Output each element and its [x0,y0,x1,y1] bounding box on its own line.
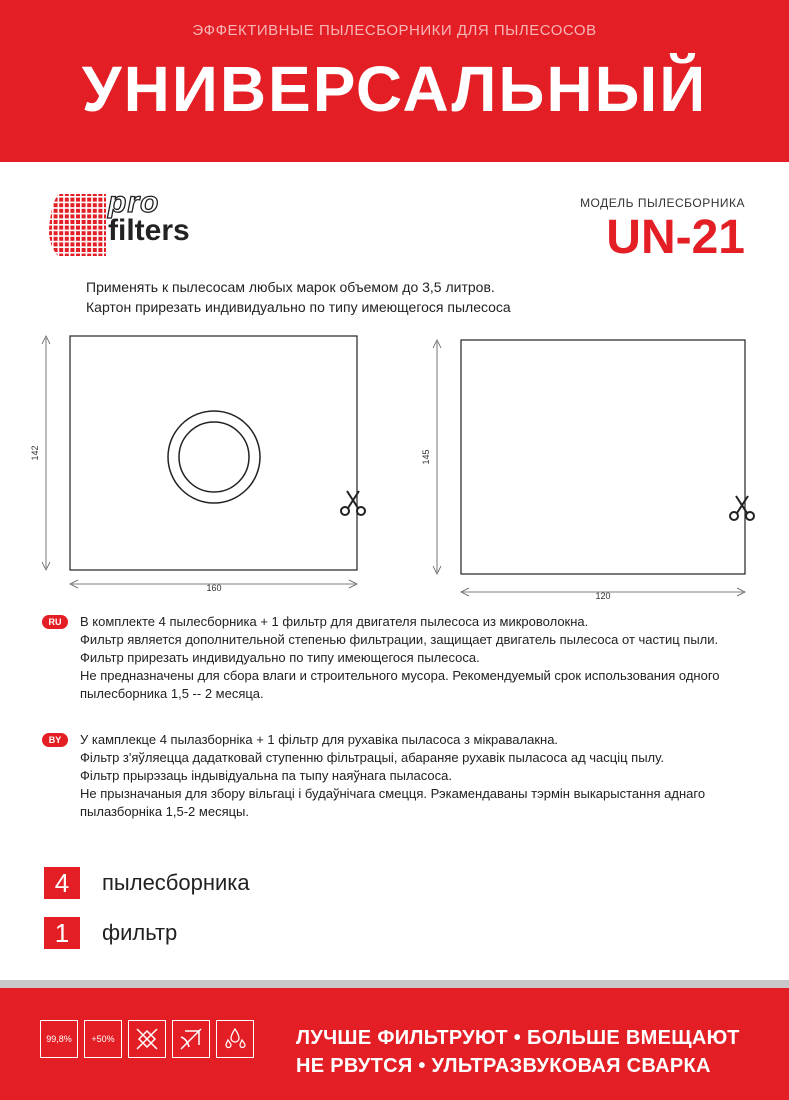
bag-width-label: 160 [206,583,222,593]
bag-outline [70,336,357,570]
bag-collar-outer [168,411,260,503]
model-label: МОДЕЛЬ ПЫЛЕСБОРНИКА [580,196,745,210]
bag-diagram [42,336,357,588]
capacity-icon: +50% [84,1020,122,1058]
note-line: У камплекце 4 пылазборніка + 1 фільтр для рухавіка пыласоса з мікравалакна. [80,732,559,747]
bag-count-label: пылесборника [102,870,250,895]
note-line: Фильтр является дополнительной степенью фильтрации, защищает двигатель пылесоса от частиц пыли. [80,632,719,647]
usage-instructions [86,277,511,317]
divider-strip [0,980,789,988]
model-block [580,196,745,262]
contents-filter [44,917,177,949]
scissors-icon [341,491,365,515]
logo-dots-icon [44,190,108,260]
filter-height-label: 145 [421,449,431,465]
product-title: УНИВЕРСАЛЬНЫЙ [81,53,708,125]
filter-diagram [433,340,745,596]
slogan-line-2: НЕ РВУТСЯ • УЛЬТРАЗВУКОВАЯ СВАРКА [296,1055,711,1077]
logo-pro: pro [108,186,160,219]
note-line: Фильтр прирезать индивидуально по типу имеющегося пылесоса. [80,650,480,665]
slogan [296,1024,740,1080]
header-banner [0,0,789,162]
contents-bags [44,867,250,899]
note-line: Фільтр з'яўляецца дадатковай ступенню фільтрацыі, абараняе рухавік пыласоса ад часціц пылу. [80,750,664,765]
ultrasonic-weld-icon [172,1020,210,1058]
filter-outline [461,340,745,574]
pro-filters-logo [44,186,214,256]
note-line: пылазборніка 1,5-2 месяцы. [80,804,250,819]
logo-filters: filters [108,214,190,247]
by-badge: BY [42,733,68,747]
model-code: UN-21 [606,211,745,264]
note-line: Фільтр прырэзаць індывідуальна па тыпу наяўнага пыласоса. [80,768,453,783]
bag-collar-inner [179,422,249,492]
usage-line: Картон прирезать индивидуально по типу имеющегося пылесоса [86,299,511,315]
tagline: ЭФФЕКТИВНЫЕ ПЫЛЕСБОРНИКИ ДЛЯ ПЫЛЕСОСОВ [192,22,597,39]
notes-ru [42,613,720,703]
scissors-icon [730,496,754,520]
filter-count: 1 [44,917,80,949]
bag-count: 4 [44,867,80,899]
usage-line: Применять к пылесосам любых марок объемом до 3,5 литров. [86,279,495,295]
note-line: Не прызначаныя для збору вільгаці і будаўнічага смецця. Рэкамендаваны тэрмін выкарыстання аднаго [80,786,706,801]
notes-by [42,731,705,821]
ru-badge: RU [42,615,68,629]
bag-height-label: 142 [30,445,40,461]
filter-width-label: 120 [595,591,611,600]
dimension-diagrams [0,320,789,600]
no-moisture-icon [216,1020,254,1058]
no-tear-icon [128,1020,166,1058]
efficiency-icon: 99,8% [40,1020,78,1058]
feature-icons [40,1020,254,1058]
note-line: пылесборника 1,5 -- 2 месяца. [80,686,264,701]
filter-count-label: фильтр [102,920,178,945]
footer-banner [0,988,789,1100]
slogan-line-1: ЛУЧШЕ ФИЛЬТРУЮТ • БОЛЬШЕ ВМЕЩАЮТ [296,1027,740,1049]
note-line: В комплекте 4 пылесборника + 1 фильтр для двигателя пылесоса из микроволокна. [80,614,589,629]
note-line: Не предназначены для сбора влаги и строительного мусора. Рекомендуемый срок использования одного [80,668,720,683]
